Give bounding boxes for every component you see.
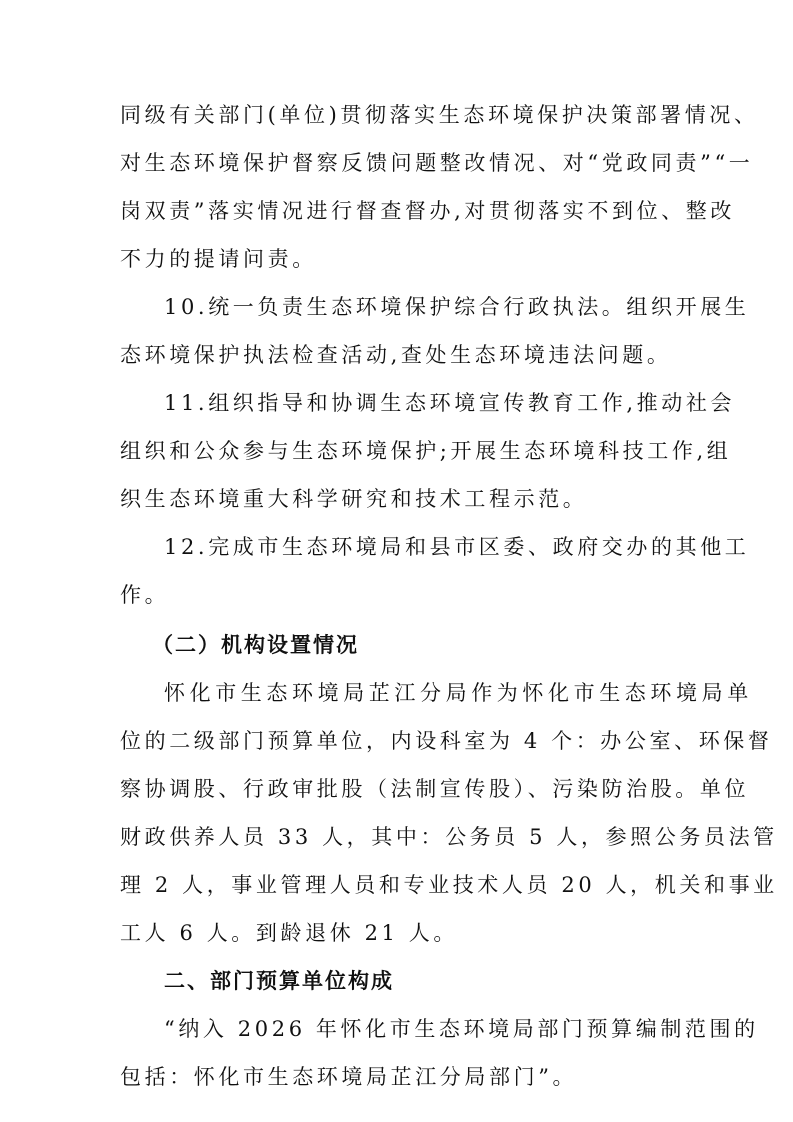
item-10-line-1: 10.统一负责生态环境保护综合行政执法。组织开展生 — [164, 295, 750, 319]
paragraph-line-3: 岗双责”落实情况进行督查督办,对贯彻落实不到位、整改 — [120, 199, 736, 223]
budget-paragraph-line-2: 包括：怀化市生态环境局芷江分局部门”。 — [120, 1065, 578, 1089]
item-11-line-3: 织生态环境重大科学研究和技术工程示范。 — [120, 487, 588, 511]
item-10-line-2: 态环境保护执法检查活动,查处生态环境违法问题。 — [120, 343, 672, 367]
institution-paragraph-line-5: 理 2 人，事业管理人员和专业技术人员 20 人，机关和事业 — [120, 873, 778, 897]
item-11-line-1: 11.组织指导和协调生态环境宣传教育工作,推动社会 — [164, 391, 736, 415]
item-12-line-1: 12.完成市生态环境局和县市区委、政府交办的其他工 — [164, 535, 750, 559]
paragraph-line-2: 对生态环境保护督察反馈问题整改情况、对“党政同责”“一 — [120, 151, 754, 175]
budget-paragraph-line-1: “纳入 2026 年怀化市生态环境局部门预算编制范围的 — [164, 1017, 759, 1041]
institution-paragraph-line-4: 财政供养人员 33 人，其中：公务员 5 人，参照公务员法管 — [120, 825, 778, 849]
institution-paragraph-line-6: 工人 6 人。到龄退休 21 人。 — [120, 921, 458, 945]
section-heading-budget-units: 二、部门预算单位构成 — [164, 969, 394, 993]
item-12-line-2: 作。 — [120, 583, 170, 607]
paragraph-line-1: 同级有关部门(单位)贯彻落实生态环境保护决策部署情况、 — [120, 103, 759, 127]
institution-paragraph-line-2: 位的二级部门预算单位，内设科室为 4 个：办公室、环保督 — [120, 729, 773, 753]
item-11-line-2: 组织和公众参与生态环境保护;开展生态环境科技工作,组 — [120, 439, 732, 463]
institution-paragraph-line-1: 怀化市生态环境局芷江分局作为怀化市生态环境局单 — [164, 681, 753, 705]
institution-paragraph-line-3: 察协调股、行政审批股（法制宣传股）、污染防治股。单位 — [120, 777, 750, 801]
section-heading-institution-setup: （二）机构设置情况 — [152, 633, 359, 657]
paragraph-line-4: 不力的提请问责。 — [120, 247, 317, 271]
